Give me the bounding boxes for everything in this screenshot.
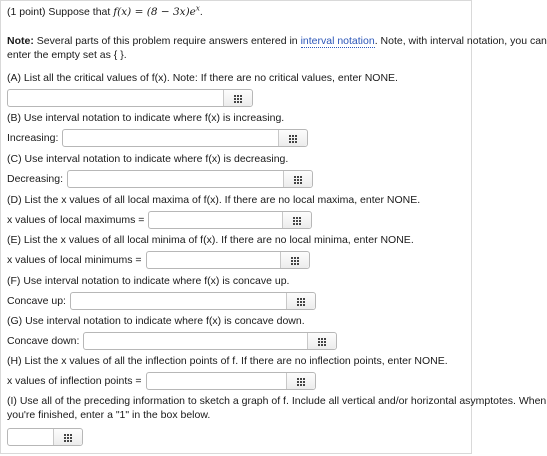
increasing-field[interactable] xyxy=(62,129,308,147)
keypad-grid-icon xyxy=(64,434,72,441)
keypad-grid-icon xyxy=(234,95,242,102)
part-h xyxy=(7,354,465,391)
part-a-keypad-button[interactable] xyxy=(223,90,252,106)
concave-up-field[interactable] xyxy=(70,292,316,310)
part-b xyxy=(7,111,465,148)
keypad-grid-icon xyxy=(294,176,302,183)
part-c-question: (C) Use interval notation to indicate where f(x) is decreasing. xyxy=(7,153,289,165)
concave-up-keypad-button[interactable] xyxy=(286,293,315,309)
problem-statement xyxy=(7,5,463,19)
concave-down-field[interactable] xyxy=(83,332,337,350)
graph-done-field[interactable] xyxy=(7,428,83,446)
decreasing-field[interactable] xyxy=(67,170,313,188)
note-empty-set: enter the empty set as { }. xyxy=(7,49,127,61)
graph-done-input[interactable] xyxy=(8,429,58,445)
part-a-answer-field[interactable] xyxy=(7,89,253,107)
function-exponent: x xyxy=(195,4,200,13)
decreasing-label: Decreasing: xyxy=(7,173,64,185)
concave-up-label: Concave up: xyxy=(7,295,66,307)
local-min-label: x values of local minimums = xyxy=(7,254,142,266)
part-a xyxy=(7,71,465,108)
note-bold: Note: xyxy=(7,35,34,47)
local-min-keypad-button[interactable] xyxy=(280,252,309,268)
decreasing-input[interactable] xyxy=(68,171,288,187)
keypad-grid-icon xyxy=(297,298,305,305)
local-max-keypad-button[interactable] xyxy=(282,212,311,228)
part-e-question: (E) List the x values of all local minima of f(x). If there are no local minima, enter NONE. xyxy=(7,234,414,246)
note xyxy=(7,34,547,62)
concave-down-input[interactable] xyxy=(84,333,312,349)
part-a-question: (A) List all the critical values of f(x). Note: If there are no critical values, enter NONE. xyxy=(7,72,398,84)
part-f xyxy=(7,274,465,311)
concave-down-keypad-button[interactable] xyxy=(307,333,336,349)
local-min-field[interactable] xyxy=(146,251,310,269)
inflection-label: x values of inflection points = xyxy=(7,375,142,387)
function-period: . xyxy=(199,6,203,18)
note-text-cont: . Note, with interval notation, you can xyxy=(374,35,547,47)
keypad-grid-icon xyxy=(297,378,305,385)
part-f-question: (F) Use interval notation to indicate where f(x) is concave up. xyxy=(7,275,290,287)
increasing-keypad-button[interactable] xyxy=(278,130,307,146)
part-i xyxy=(7,394,547,447)
local-min-input[interactable] xyxy=(147,252,285,268)
part-g-question: (G) Use interval notation to indicate where f(x) is concave down. xyxy=(7,315,305,327)
local-max-label: x values of local maximums = xyxy=(7,214,145,226)
increasing-input[interactable] xyxy=(63,130,283,146)
keypad-grid-icon xyxy=(291,257,299,264)
part-a-input[interactable] xyxy=(8,90,228,106)
function-expression xyxy=(113,6,200,18)
part-i-question-cont: you're finished, enter a "1" in the box below. xyxy=(7,409,211,421)
part-i-question: (I) Use all of the preceding information to sketch a graph of f. Include all vertical and/or horizontal asymptotes. When xyxy=(7,395,547,407)
increasing-label: Increasing: xyxy=(7,132,59,144)
part-d xyxy=(7,193,465,230)
inflection-keypad-button[interactable] xyxy=(286,373,315,389)
note-text: Several parts of this problem require answers entered in xyxy=(33,35,301,47)
part-d-question: (D) List the x values of all local maxima of f(x). If there are no local maxima, enter NONE. xyxy=(7,194,421,206)
graph-done-keypad-button[interactable] xyxy=(53,429,82,445)
local-max-input[interactable] xyxy=(149,212,287,228)
interval-notation-link[interactable]: interval notation xyxy=(300,35,375,47)
keypad-grid-icon xyxy=(293,217,301,224)
part-b-question: (B) Use interval notation to indicate where f(x) is increasing. xyxy=(7,112,285,124)
concave-down-label: Concave down: xyxy=(7,335,80,347)
inflection-field[interactable] xyxy=(146,372,316,390)
local-max-field[interactable] xyxy=(148,211,312,229)
decreasing-keypad-button[interactable] xyxy=(283,171,312,187)
part-g xyxy=(7,314,465,351)
part-c xyxy=(7,152,465,189)
problem-intro: (1 point) Suppose that xyxy=(7,6,111,18)
concave-up-input[interactable] xyxy=(71,293,291,309)
function-body: f(x) = (8 − 3x)e xyxy=(113,6,196,18)
part-e xyxy=(7,233,465,270)
inflection-input[interactable] xyxy=(147,373,291,389)
keypad-grid-icon xyxy=(289,135,297,142)
keypad-grid-icon xyxy=(318,338,326,345)
part-h-question: (H) List the x values of all the inflection points of f. If there are no inflection points, enter NONE. xyxy=(7,355,448,367)
problem-header xyxy=(1,1,547,62)
